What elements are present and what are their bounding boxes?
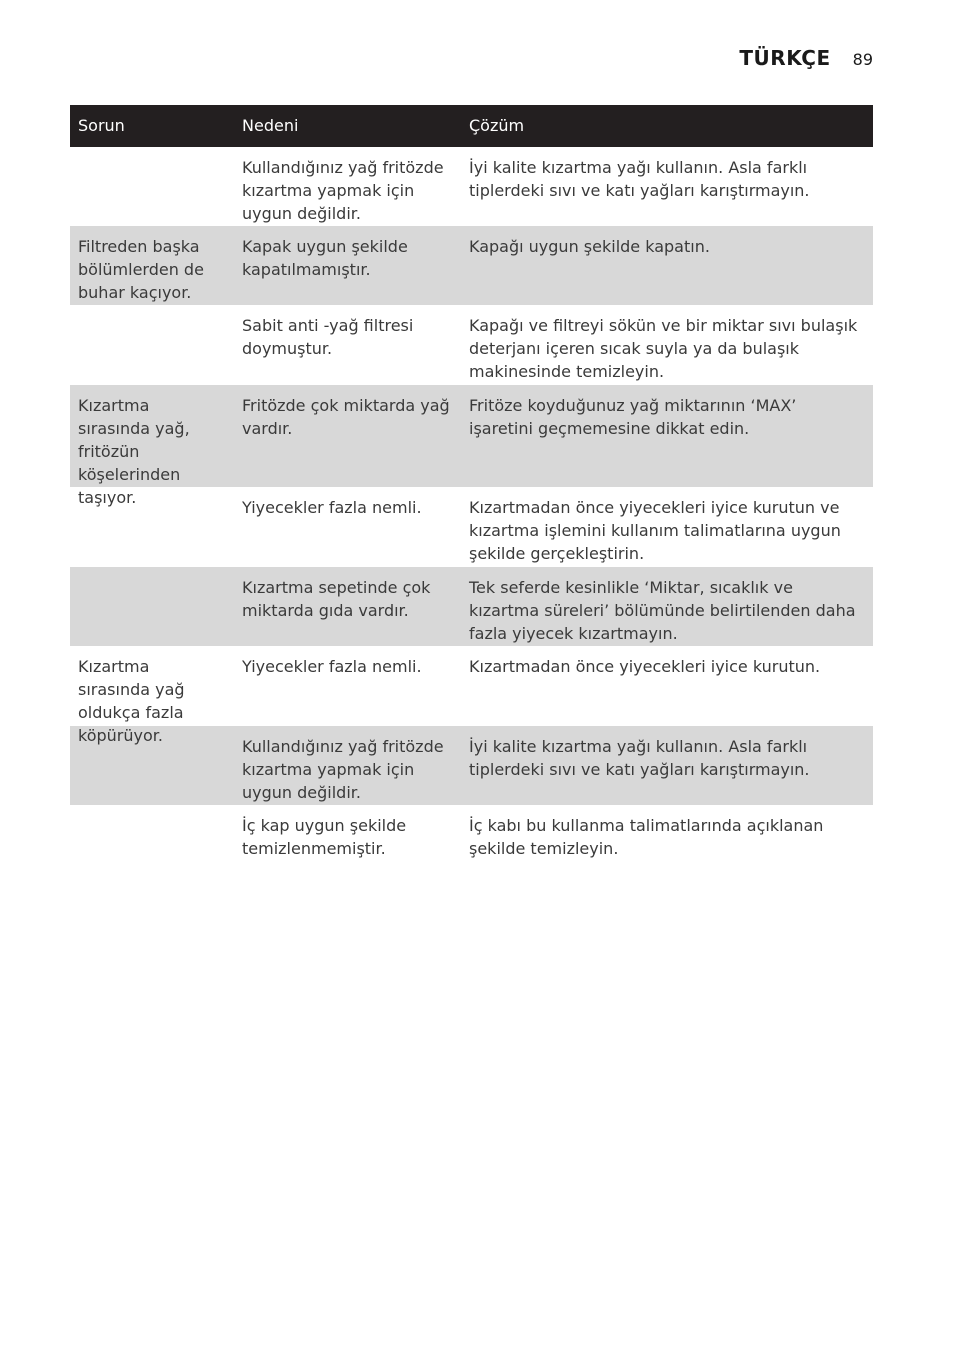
problem-cell — [70, 147, 234, 226]
solution-cell: İyi kalite kızartma yağı kullanın. Asla farklı tiplerdeki sıvı ve katı yağları karıştırmayın. — [469, 737, 810, 779]
table-row — [70, 147, 873, 226]
page-number: 89 — [852, 50, 873, 69]
table-row — [70, 487, 873, 567]
column-header-solution: Çözüm — [469, 116, 525, 135]
solution-cell: Kapağı uygun şekilde kapatın. — [469, 237, 710, 256]
cause-cell: Kapak uygun şekilde kapatılmamıştır. — [242, 237, 408, 279]
cause-cell: Fritözde çok miktarda yağ vardır. — [242, 396, 450, 438]
problem-cell: Filtreden başka bölümlerden de buhar kaçıyor. — [78, 237, 204, 302]
problem-cell: Kızartma sırasında yağ, fritözün köşelerinden taşıyor. — [78, 396, 190, 507]
solution-cell: Kapağı ve filtreyi sökün ve bir miktar sıvı bulaşık deterjanı içeren sıcak suyla ya da bulaşık makinesinde temizleyin. — [469, 316, 858, 381]
cause-cell: Yiyecekler fazla nemli. — [242, 498, 422, 517]
troubleshooting-table — [70, 105, 873, 869]
problem-cell — [70, 487, 234, 567]
table-row — [70, 567, 873, 646]
problem-cell — [70, 305, 234, 385]
cause-cell: Kullandığınız yağ fritözde kızartma yapmak için uygun değildir. — [242, 158, 444, 223]
problem-cell — [70, 567, 234, 646]
table-row — [70, 305, 873, 385]
problem-cell — [70, 726, 234, 805]
table-row — [70, 805, 873, 869]
page-header — [739, 46, 873, 70]
column-header-problem: Sorun — [78, 116, 125, 135]
solution-cell: İç kabı bu kullanma talimatlarında açıklanan şekilde temizleyin. — [469, 816, 824, 858]
column-header-cause: Nedeni — [242, 116, 299, 135]
table-row — [70, 385, 873, 507]
problem-cell — [70, 805, 234, 869]
table-row — [70, 646, 873, 745]
solution-cell: Kızartmadan önce yiyecekleri iyice kurutun ve kızartma işlemini kullanım talimatlarına uygun şekilde gerçekleştirin. — [469, 498, 841, 563]
language-title: TÜRKÇE — [739, 46, 831, 70]
solution-cell: Kızartmadan önce yiyecekleri iyice kurutun. — [469, 657, 821, 676]
cause-cell: Sabit anti -yağ filtresi doymuştur. — [242, 316, 414, 358]
table-row — [70, 726, 873, 805]
cause-cell: Kızartma sepetinde çok miktarda gıda vardır. — [242, 578, 431, 620]
solution-cell: Tek seferde kesinlikle ‘Miktar, sıcaklık ve kızartma süreleri’ bölümünde belirtilenden daha fazla yiyecek kızartmayın. — [469, 578, 856, 643]
problem-cell: Kızartma sırasında yağ oldukça fazla köpürüyor. — [78, 657, 185, 745]
table-row — [70, 226, 873, 305]
cause-cell: İç kap uygun şekilde temizlenmemiştir. — [242, 816, 407, 858]
solution-cell: Fritöze koyduğunuz yağ miktarının ‘MAX’ işaretini geçmemesine dikkat edin. — [469, 396, 797, 438]
solution-cell: İyi kalite kızartma yağı kullanın. Asla farklı tiplerdeki sıvı ve katı yağları karıştırmayın. — [469, 158, 810, 200]
cause-cell: Yiyecekler fazla nemli. — [242, 657, 422, 676]
table-header-row — [70, 105, 873, 147]
cause-cell: Kullandığınız yağ fritözde kızartma yapmak için uygun değildir. — [242, 737, 444, 802]
